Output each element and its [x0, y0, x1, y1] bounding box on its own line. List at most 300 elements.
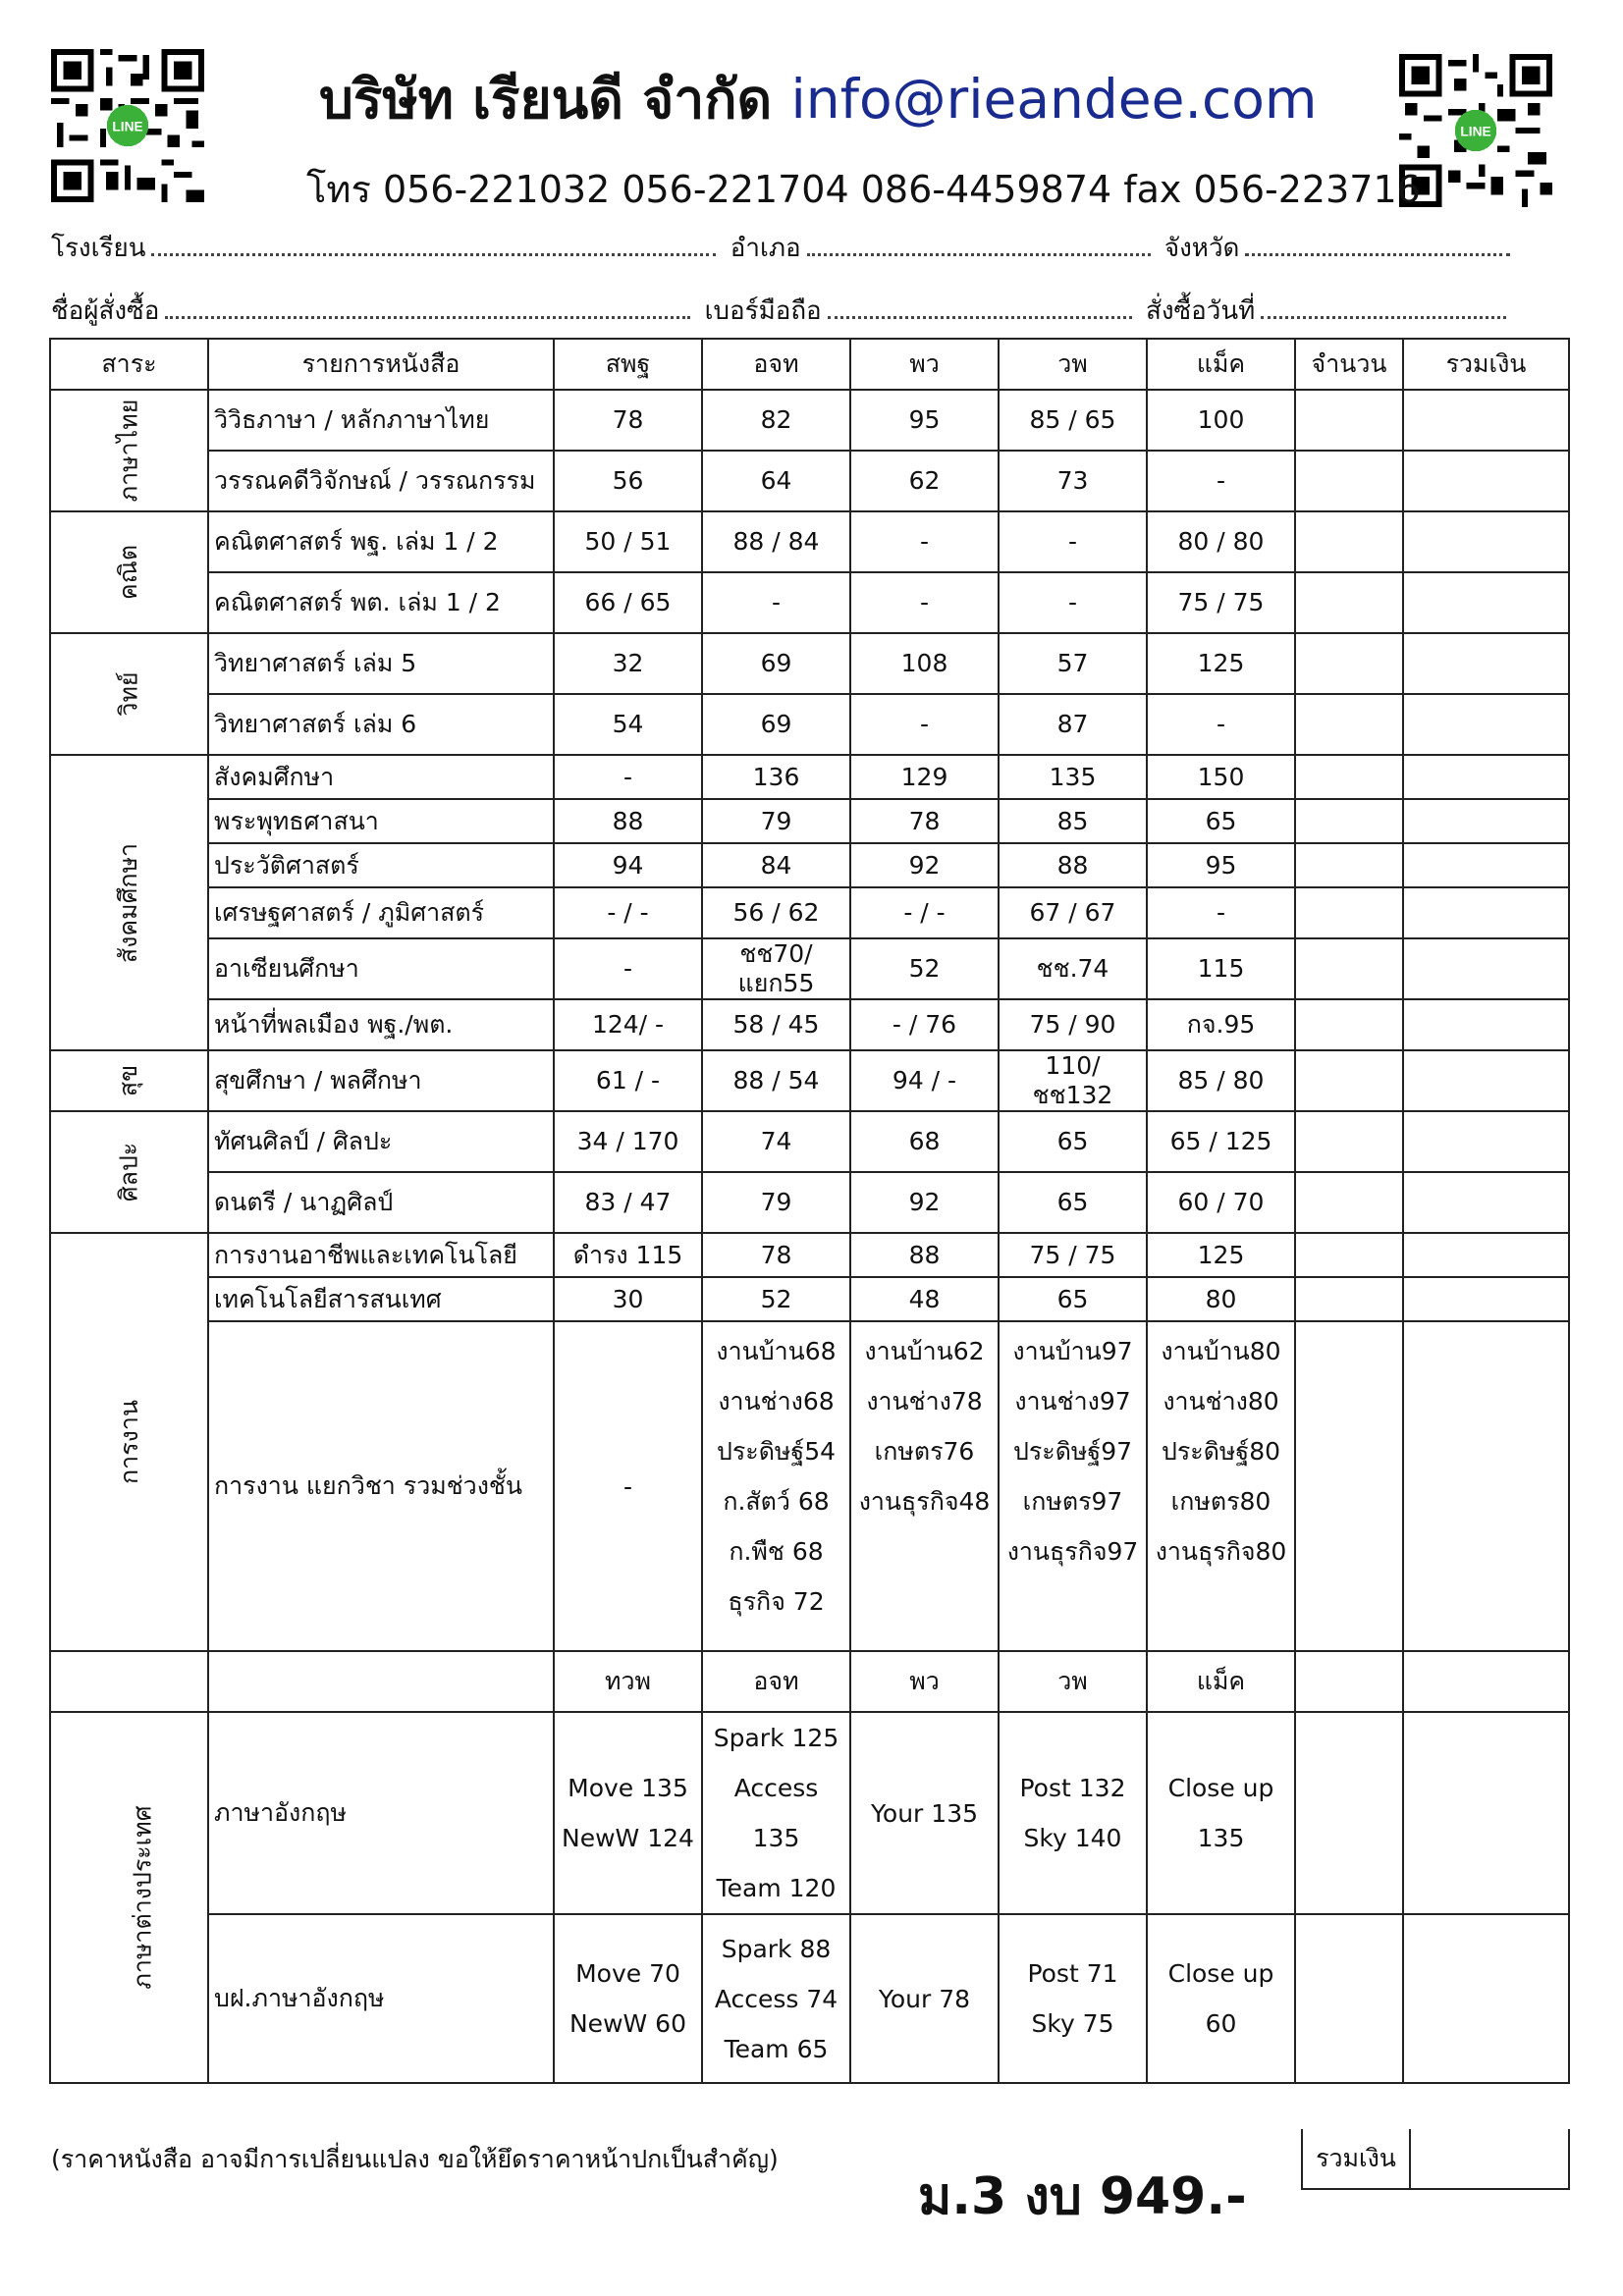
- header-label: ทวพ: [605, 1667, 651, 1695]
- price-value: 78: [760, 1240, 792, 1269]
- table-row: [50, 1172, 1569, 1233]
- price-cell: [702, 1233, 850, 1277]
- header-label: วพ: [1057, 349, 1088, 378]
- price-line: Post 71: [1027, 1959, 1118, 1988]
- book-title: คณิตศาสตร์ พฐ. เล่ม 1 / 2: [214, 527, 499, 556]
- header-label: จำนวน: [1311, 349, 1387, 378]
- price-line: Sky 75: [1031, 2009, 1114, 2038]
- form-line-buyer: [51, 291, 1512, 331]
- price-cell: [850, 1050, 999, 1111]
- price-line: งานช่าง68: [718, 1387, 835, 1415]
- buyer-field[interactable]: [165, 294, 690, 319]
- price-cell: [702, 1712, 850, 1914]
- price-value: 82: [760, 405, 792, 434]
- subject-label: สุข: [114, 1064, 143, 1097]
- price-cell: [1147, 843, 1295, 887]
- price-value: - / -: [607, 898, 649, 927]
- book-title: วรรณคดีวิจักษณ์ / วรรณกรรม: [214, 466, 536, 495]
- table-row: [50, 999, 1569, 1050]
- order-date-field[interactable]: [1261, 294, 1506, 319]
- price-value: 79: [760, 1188, 792, 1216]
- province-label: จังหวัด: [1163, 234, 1240, 263]
- subject-cell: [50, 1050, 208, 1111]
- price-cell: [554, 511, 702, 572]
- subject-cell: [50, 1233, 208, 1651]
- price-value: -: [771, 588, 782, 616]
- price-cell: [554, 887, 702, 938]
- book-title-cell: [208, 799, 554, 843]
- price-line: ประดิษฐ์97: [1012, 1437, 1133, 1466]
- price-line: Access 135: [733, 1774, 819, 1852]
- price-line: งานช่าง80: [1163, 1387, 1279, 1415]
- amount-cell[interactable]: [1403, 887, 1569, 938]
- book-title-cell: [208, 511, 554, 572]
- price-value: 75 / 90: [1029, 1010, 1116, 1039]
- header-label: รวมเงิน: [1445, 349, 1527, 378]
- price-line: Sky 140: [1023, 1824, 1122, 1852]
- amount-cell[interactable]: [1403, 1321, 1569, 1651]
- subject-cell: [50, 633, 208, 755]
- price-line: Your 135: [870, 1798, 979, 1828]
- quantity-cell[interactable]: [1295, 1050, 1403, 1111]
- price-cell: [702, 390, 850, 451]
- price-cell: [999, 1233, 1147, 1277]
- table-row: [50, 451, 1569, 511]
- price-line: งานธุรกิจ97: [1006, 1537, 1139, 1566]
- table-row: [50, 938, 1569, 999]
- price-cell: [999, 1111, 1147, 1172]
- price-cell: [702, 633, 850, 694]
- price-value: 78: [612, 405, 644, 434]
- price-cell: [850, 938, 999, 999]
- amount-cell[interactable]: [1403, 1050, 1569, 1111]
- price-line: Close up: [1167, 1959, 1274, 1988]
- book-title: ทัศนศิลป์ / ศิลปะ: [214, 1127, 393, 1155]
- book-title-cell: [208, 1277, 554, 1321]
- subject-cell: [50, 1111, 208, 1233]
- price-value: 85 / 65: [1029, 405, 1116, 434]
- price-value: 52: [760, 1284, 792, 1313]
- price-cell: [850, 1321, 999, 1651]
- book-title: ภาษาอังกฤษ: [214, 1798, 348, 1827]
- price-value: 88: [908, 1240, 941, 1269]
- price-value: 69: [760, 649, 792, 677]
- amount-cell[interactable]: [1403, 1712, 1569, 1914]
- quantity-cell[interactable]: [1295, 451, 1403, 511]
- price-value: 65: [1056, 1284, 1089, 1313]
- grand-total-value[interactable]: [1411, 2129, 1568, 2188]
- table-row: [50, 1321, 1569, 1651]
- quantity-cell[interactable]: [1295, 887, 1403, 938]
- subject-cell: [50, 755, 208, 1050]
- book-title-cell: [208, 1111, 554, 1172]
- price-value: 87: [1056, 710, 1089, 738]
- empty-cell: [50, 1651, 208, 1712]
- book-title-cell: [208, 843, 554, 887]
- school-field[interactable]: [151, 232, 716, 256]
- price-cell: [999, 799, 1147, 843]
- quantity-cell[interactable]: [1295, 755, 1403, 799]
- empty-cell: [208, 1651, 554, 1712]
- header-cell: [208, 339, 554, 390]
- book-title: สุขศึกษา / พลศึกษา: [214, 1066, 422, 1095]
- header-cell: [1147, 339, 1295, 390]
- quantity-cell[interactable]: [1295, 938, 1403, 999]
- header-cell: [850, 339, 999, 390]
- price-cell: [999, 1914, 1147, 2083]
- price-value: -: [622, 762, 633, 791]
- quantity-cell[interactable]: [1295, 572, 1403, 633]
- book-title: หน้าที่พลเมือง พฐ./พต.: [214, 1010, 454, 1039]
- price-value: 65 / 125: [1169, 1127, 1272, 1155]
- price-cell: [850, 755, 999, 799]
- amount-cell[interactable]: [1403, 1277, 1569, 1321]
- price-value: 125: [1197, 1240, 1245, 1269]
- price-cell: [554, 1050, 702, 1111]
- price-cell: [850, 887, 999, 938]
- amount-cell[interactable]: [1403, 511, 1569, 572]
- price-cell: [554, 999, 702, 1050]
- price-value: 73: [1056, 466, 1089, 495]
- price-cell: [999, 999, 1147, 1050]
- price-value: 62: [908, 466, 941, 495]
- price-table-body: [50, 339, 1569, 2083]
- amount-cell[interactable]: [1403, 755, 1569, 799]
- price-cell: [702, 755, 850, 799]
- quantity-cell[interactable]: [1295, 799, 1403, 843]
- price-line: Access 74: [714, 1984, 839, 2013]
- price-value: 85 / 80: [1177, 1066, 1265, 1095]
- book-title-cell: [208, 1914, 554, 2083]
- amount-cell[interactable]: [1403, 390, 1569, 451]
- price-value: -: [1216, 898, 1226, 927]
- header-cell: [999, 1651, 1147, 1712]
- price-value: 57: [1056, 649, 1089, 677]
- price-cell: [1147, 1172, 1295, 1233]
- amount-cell[interactable]: [1403, 799, 1569, 843]
- quantity-cell[interactable]: [1295, 1172, 1403, 1233]
- price-cell: [702, 694, 850, 755]
- book-title: พระพุทธศาสนา: [214, 806, 379, 835]
- subject-label: ภาษาต่างประเทศ: [128, 1805, 157, 1990]
- price-line: เกษตร97: [1022, 1487, 1123, 1516]
- district-field[interactable]: [807, 232, 1151, 256]
- quantity-cell[interactable]: [1295, 390, 1403, 451]
- quantity-cell[interactable]: [1295, 843, 1403, 887]
- price-value: 80: [1205, 1284, 1237, 1313]
- amount-cell[interactable]: [1403, 451, 1569, 511]
- amount-cell[interactable]: [1403, 938, 1569, 999]
- price-value: 88 / 84: [732, 527, 820, 556]
- price-line: Move 135: [568, 1774, 688, 1802]
- price-line: งานช่าง97: [1014, 1387, 1131, 1415]
- table-row: [50, 1233, 1569, 1277]
- book-title: วิทยาศาสตร์ เล่ม 6: [214, 710, 417, 738]
- price-value: 78: [908, 806, 941, 835]
- price-line: 135: [1197, 1824, 1245, 1852]
- price-value: -: [919, 710, 930, 738]
- price-line: Your 78: [878, 1984, 971, 2013]
- quantity-cell[interactable]: [1295, 633, 1403, 694]
- price-value: 110/ชช132: [1032, 1051, 1113, 1109]
- header-cell: [1403, 339, 1569, 390]
- price-line: NewW 124: [562, 1824, 694, 1852]
- price-value: 32: [612, 649, 644, 677]
- amount-cell[interactable]: [1403, 1111, 1569, 1172]
- price-line: ประดิษฐ์80: [1161, 1437, 1281, 1466]
- quantity-cell[interactable]: [1295, 511, 1403, 572]
- book-title: ดนตรี / นาฏศิลป์: [214, 1188, 394, 1216]
- header-label: แม็ค: [1196, 349, 1246, 378]
- header-cell: [850, 1651, 999, 1712]
- header-cell: [554, 1651, 702, 1712]
- price-cell: [554, 1233, 702, 1277]
- line-qr-code-left: [51, 49, 204, 202]
- price-cell: [999, 1172, 1147, 1233]
- header-label: พว: [909, 349, 940, 378]
- amount-cell[interactable]: [1403, 843, 1569, 887]
- price-cell: [702, 999, 850, 1050]
- price-cell: [999, 451, 1147, 511]
- price-cell: [702, 1277, 850, 1321]
- price-value: 74: [760, 1127, 792, 1155]
- company-email[interactable]: info@rieandee.com: [790, 68, 1318, 131]
- table-row: [50, 1712, 1569, 1914]
- amount-cell[interactable]: [1403, 999, 1569, 1050]
- mobile-field[interactable]: [828, 294, 1132, 319]
- price-line: ก.พืช 68: [729, 1537, 824, 1566]
- table-row: [50, 511, 1569, 572]
- price-value: 75 / 75: [1029, 1240, 1116, 1269]
- price-cell: [850, 1233, 999, 1277]
- price-value: 68: [908, 1127, 941, 1155]
- price-cell: [850, 451, 999, 511]
- svg-text:LINE: LINE: [112, 119, 143, 134]
- price-cell: [554, 843, 702, 887]
- table-row: [50, 887, 1569, 938]
- price-value: 67 / 67: [1029, 898, 1116, 927]
- book-title-cell: [208, 1712, 554, 1914]
- price-line: งานบ้าน80: [1161, 1337, 1281, 1365]
- price-value: กจ.95: [1186, 1010, 1256, 1039]
- price-value: 30: [612, 1284, 644, 1313]
- price-cell: [850, 1914, 999, 2083]
- price-value: 75 / 75: [1177, 588, 1265, 616]
- price-line: -: [622, 1471, 633, 1501]
- subject-cell: [50, 511, 208, 633]
- price-cell: [1147, 1050, 1295, 1111]
- price-cell: [554, 799, 702, 843]
- header-cell: [999, 339, 1147, 390]
- price-line: 60: [1205, 2009, 1237, 2038]
- price-cell: [999, 694, 1147, 755]
- price-cell: [554, 451, 702, 511]
- empty-cell: [1295, 1651, 1403, 1712]
- price-cell: [850, 999, 999, 1050]
- book-title: สังคมศึกษา: [214, 762, 335, 791]
- price-cell: [702, 1172, 850, 1233]
- book-title: บฝ.ภาษาอังกฤษ: [214, 1984, 385, 2012]
- book-title-cell: [208, 1321, 554, 1651]
- amount-cell[interactable]: [1403, 633, 1569, 694]
- price-value: 34 / 170: [576, 1127, 679, 1155]
- price-value: 56 / 62: [732, 898, 820, 927]
- quantity-cell[interactable]: [1295, 1712, 1403, 1914]
- book-title-cell: [208, 887, 554, 938]
- price-value: 54: [612, 710, 644, 738]
- price-cell: [999, 938, 1147, 999]
- price-value: 80 / 80: [1177, 527, 1265, 556]
- price-value: -: [622, 954, 633, 983]
- table-row: [50, 1111, 1569, 1172]
- amount-cell[interactable]: [1403, 1914, 1569, 2083]
- price-line: Spark 88: [721, 1934, 832, 1963]
- price-value: -: [1216, 466, 1226, 495]
- price-line: Close up: [1167, 1774, 1274, 1802]
- price-value: 50 / 51: [584, 527, 672, 556]
- price-value: 125: [1197, 649, 1245, 677]
- amount-cell[interactable]: [1403, 694, 1569, 755]
- subject-cell: [50, 390, 208, 511]
- book-title-cell: [208, 390, 554, 451]
- price-value: 135: [1049, 762, 1097, 791]
- price-cell: [850, 390, 999, 451]
- header-label: แม็ค: [1196, 1667, 1246, 1695]
- price-cell: [999, 390, 1147, 451]
- price-cell: [702, 887, 850, 938]
- book-title: การงาน แยกวิชา รวมช่วงชั้น: [214, 1471, 522, 1500]
- price-cell: [554, 1172, 702, 1233]
- empty-cell: [1403, 1651, 1569, 1712]
- table-row: [50, 799, 1569, 843]
- price-line: Post 132: [1019, 1774, 1126, 1802]
- header-label: รายการหนังสือ: [301, 349, 460, 378]
- price-cell: [554, 1914, 702, 2083]
- price-value: 88: [612, 806, 644, 835]
- price-value: 92: [908, 850, 941, 880]
- table-row: [50, 755, 1569, 799]
- price-value: -: [1216, 710, 1226, 738]
- price-cell: [1147, 511, 1295, 572]
- quantity-cell[interactable]: [1295, 1914, 1403, 2083]
- grade-budget: ม.3 งบ 949.-: [918, 2167, 1247, 2226]
- price-value: 95: [908, 405, 941, 434]
- table-row: [50, 390, 1569, 451]
- quantity-cell[interactable]: [1295, 1321, 1403, 1651]
- amount-cell[interactable]: [1403, 572, 1569, 633]
- book-title-cell: [208, 1172, 554, 1233]
- header-row: [50, 339, 1569, 390]
- header-cell: [1147, 1651, 1295, 1712]
- price-value: 100: [1197, 405, 1245, 434]
- school-label: โรงเรียน: [51, 234, 146, 263]
- price-cell: [1147, 451, 1295, 511]
- quantity-cell[interactable]: [1295, 999, 1403, 1050]
- price-cell: [702, 451, 850, 511]
- price-value: 84: [760, 850, 792, 880]
- price-value: 124/ -: [591, 1010, 665, 1039]
- price-value: 56: [612, 466, 644, 495]
- price-value: -: [919, 527, 930, 556]
- province-field[interactable]: [1245, 232, 1510, 256]
- price-cell: [850, 572, 999, 633]
- price-cell: [1147, 799, 1295, 843]
- price-cell: [850, 843, 999, 887]
- price-change-note: (ราคาหนังสือ อาจมีการเปลี่ยนแปลง ขอให้ยึดราคาหน้าปกเป็นสำคัญ): [51, 2145, 779, 2173]
- book-title: อาเซียนศึกษา: [214, 954, 359, 983]
- price-cell: [702, 1111, 850, 1172]
- quantity-cell[interactable]: [1295, 1111, 1403, 1172]
- amount-cell[interactable]: [1403, 1172, 1569, 1233]
- price-cell: [554, 572, 702, 633]
- subject-label: สังคมศึกษา: [114, 842, 143, 963]
- price-value: ชช.74: [1036, 954, 1109, 983]
- book-title: ประวัติศาสตร์: [214, 850, 359, 880]
- price-cell: [850, 694, 999, 755]
- quantity-cell[interactable]: [1295, 1233, 1403, 1277]
- order-date-label: สั่งซื้อวันที่: [1145, 296, 1256, 326]
- price-value: 65: [1205, 806, 1237, 835]
- subject-label: วิทย์: [114, 671, 143, 717]
- book-title-cell: [208, 999, 554, 1050]
- price-value: 85: [1056, 806, 1089, 835]
- price-cell: [999, 511, 1147, 572]
- header-cell: [702, 1651, 850, 1712]
- price-cell: [554, 1321, 702, 1651]
- price-value: 108: [900, 649, 948, 677]
- price-cell: [1147, 1111, 1295, 1172]
- price-line: งานช่าง78: [866, 1387, 983, 1415]
- quantity-cell[interactable]: [1295, 1277, 1403, 1321]
- price-value: 66 / 65: [584, 588, 672, 616]
- price-cell: [1147, 1277, 1295, 1321]
- subject-label: ภาษาไทย: [114, 399, 143, 503]
- mobile-label: เบอร์มือถือ: [704, 296, 822, 326]
- price-cell: [850, 511, 999, 572]
- subject-label: การงาน: [114, 1400, 143, 1484]
- company-header: [319, 57, 1317, 142]
- price-line: งานธุรกิจ80: [1155, 1537, 1287, 1566]
- book-title-cell: [208, 633, 554, 694]
- header-label: สพฐ: [605, 349, 651, 378]
- quantity-cell[interactable]: [1295, 694, 1403, 755]
- price-value: - / 76: [892, 1010, 957, 1039]
- price-cell: [850, 1277, 999, 1321]
- price-cell: [999, 633, 1147, 694]
- price-cell: [1147, 887, 1295, 938]
- header-label: อจท: [753, 349, 799, 378]
- svg-text:LINE: LINE: [1460, 124, 1491, 139]
- company-phones: โทร 056-221032 056-221704 086-4459874 fax 056-223716: [306, 168, 1421, 211]
- price-cell: [702, 1321, 850, 1651]
- price-line: Team 65: [724, 2034, 829, 2063]
- amount-cell[interactable]: [1403, 1233, 1569, 1277]
- price-table: [49, 338, 1570, 2084]
- header-cell: [554, 339, 702, 390]
- price-value: 58 / 45: [732, 1010, 820, 1039]
- price-cell: [1147, 633, 1295, 694]
- price-value: 65: [1056, 1188, 1089, 1216]
- publisher-header-row: [50, 1651, 1569, 1712]
- book-title: วิวิธภาษา / หลักภาษาไทย: [214, 405, 490, 434]
- book-title-cell: [208, 938, 554, 999]
- price-cell: [1147, 1233, 1295, 1277]
- book-title-cell: [208, 694, 554, 755]
- price-cell: [554, 390, 702, 451]
- price-cell: [702, 511, 850, 572]
- price-value: -: [1067, 527, 1078, 556]
- price-line: เกษตร76: [874, 1437, 975, 1466]
